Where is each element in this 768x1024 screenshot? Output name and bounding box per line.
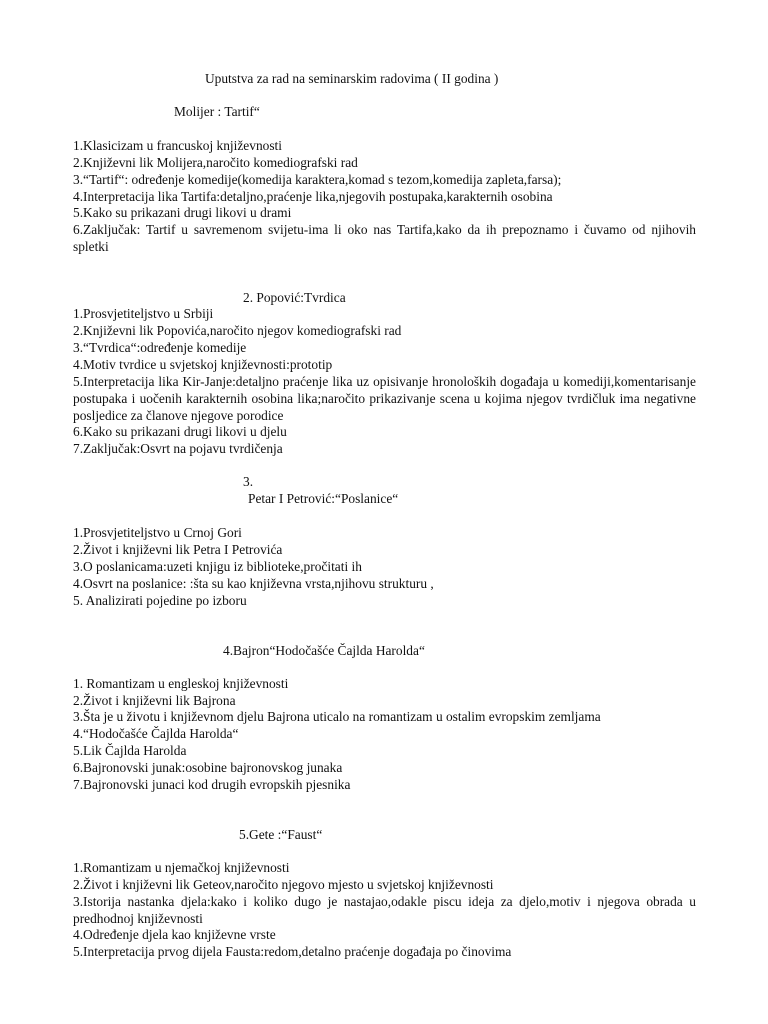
section-heading-tartif: Molijer : Tartif“	[174, 104, 260, 119]
list-item: 5.Lik Čajlda Harolda	[73, 743, 187, 758]
list-item: 2.Život i književni lik Petra I Petrovića	[73, 542, 283, 557]
list-item: 7.Bajronovski junaci kod drugih evropskih pjesnika	[73, 777, 351, 792]
list-item: 7.Zaključak:Osvrt na pojavu tvrdičenja	[73, 441, 283, 456]
list-item: 4.Određenje djela kao književne vrste	[73, 927, 276, 942]
list-item: 6.Bajronovski junak:osobine bajronovskog junaka	[73, 760, 343, 775]
section-heading-bajron: 4.Bajron“Hodočašće Čajlda Harolda“	[223, 643, 425, 658]
list-item: 1.Prosvjetiteljstvo u Crnoj Gori	[73, 525, 242, 540]
list-item: 3.“Tartif“: određenje komedije(komedija karaktera,komad s tezom,komedija zapleta,farsa);	[73, 172, 562, 187]
list-item: 4.Interpretacija lika Tartifa:detaljno,praćenje lika,njegovih postupaka,karakternih osobina	[73, 189, 553, 204]
list-item: 1.Prosvjetiteljstvo u Srbiji	[73, 306, 214, 321]
list-item: 3.Istorija nastanka djela:kako i koliko dugo je nastajao,odakle piscu ideja za djelo,motiv i njegova obrada u predhodnoj književnosti	[73, 894, 696, 926]
section-heading-tvrdica: 2. Popović:Tvrdica	[243, 290, 346, 305]
list-item: 2.Život i književni lik Geteov,naročito njegovo mjesto u svjetskoj književnosti	[73, 877, 494, 892]
list-item: 2.Književni lik Molijera,naročito komediografski rad	[73, 155, 358, 170]
section-number: 3.	[243, 474, 254, 489]
list-item: 4.Motiv tvrdice u svjetskoj književnosti:prototip	[73, 357, 333, 372]
list-item: 2.Život i književni lik Bajrona	[73, 693, 236, 708]
list-item: 1. Romantizam u engleskoj književnosti	[73, 676, 289, 691]
list-item: 6.Zaključak: Tartif u savremenom svijetu-ima li oko nas Tartifa,kako da ih prepoznamo i čuvamo od njihovih spletki	[73, 222, 696, 254]
list-item: 3.Šta je u životu i književnom djelu Bajrona uticalo na romantizam u ostalim evropskim zemljama	[73, 709, 601, 724]
list-item: 1.Romantizam u njemačkoj književnosti	[73, 860, 290, 875]
list-item: 5.Interpretacija prvog dijela Fausta:redom,detalno praćenje događaja po činovima	[73, 944, 512, 959]
list-item: 3.“Tvrdica“:određenje komedije	[73, 340, 247, 355]
list-item: 6.Kako su prikazani drugi likovi u djelu	[73, 424, 287, 439]
document-title: Uputstva za rad na seminarskim radovima ( II godina )	[205, 71, 499, 86]
section-heading-faust: 5.Gete :“Faust“	[239, 827, 323, 842]
list-item: 4.Osvrt na poslanice: :šta su kao književna vrsta,njihovu strukturu ,	[73, 576, 434, 591]
list-item: 5.Interpretacija lika Kir-Janje:detaljno praćenje lika uz opisivanje hronoloških događaja u komediji,komentarisanje postupaka i uočenih karakternih osobina lika;naročito prikazivanje scena u kojima njegov tvrdičluk ima negativne posljedice za članove njegove porodice	[73, 374, 696, 423]
list-item: 3.O poslanicama:uzeti knjigu iz biblioteke,pročitati ih	[73, 559, 362, 574]
list-item: 4.“Hodočašće Čajlda Harolda“	[73, 726, 239, 741]
section-heading-poslanice: Petar I Petrović:“Poslanice“	[248, 491, 399, 506]
list-item: 1.Klasicizam u francuskoj književnosti	[73, 138, 282, 153]
list-item: 5.Kako su prikazani drugi likovi u drami	[73, 205, 292, 220]
list-item: 5. Analizirati pojedine po izboru	[73, 593, 247, 608]
list-item: 2.Književni lik Popovića,naročito njegov komediografski rad	[73, 323, 402, 338]
